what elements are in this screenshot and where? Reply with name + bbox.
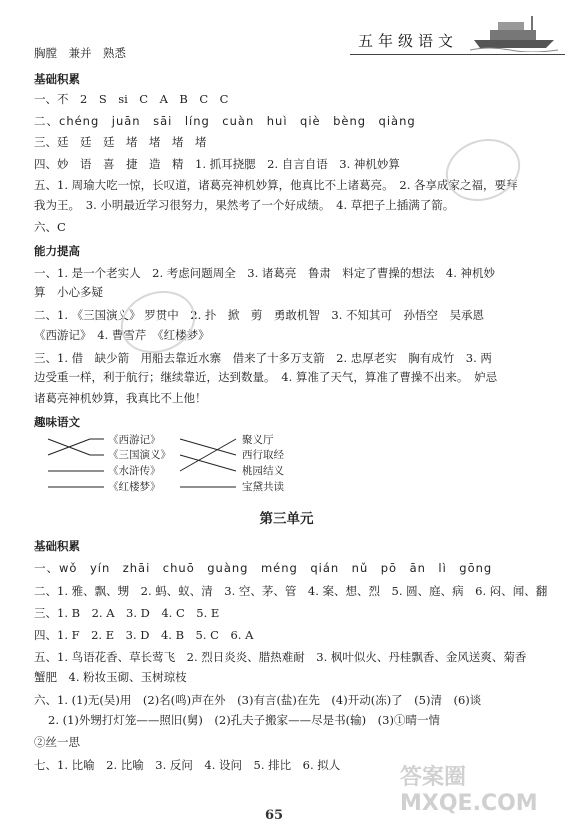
match-left-item: 《红楼梦》: [108, 481, 161, 493]
answer-line: 五、1. 周瑜大吃一惊，长叹道，诸葛亮神机妙算，他真比不上诸葛亮。 2. 各享成家之福，要拜: [34, 178, 518, 192]
match-right-item: 宝黛共读: [242, 481, 284, 493]
answer-line: 五、1. 鸟语花香、草长莺飞 2. 烈日炎炎、腊热难耐 3. 枫叶似火、丹桂飘香、金风送爽、菊香: [34, 650, 527, 664]
answer-line: 2. (1)外甥打灯笼——照旧(舅) (2)孔夫子搬家——尽是书(输) (3)①晴一情: [48, 713, 440, 727]
answer-line: 诸葛亮神机妙算，我真比不上他！: [34, 391, 207, 405]
answer-line: 三、1. B 2. A 3. D 4. C 5. E: [34, 606, 220, 620]
answer-line: 二、1. 《三国演义》 罗贯中 2. 扑 掀 剪 勇敢机智 3. 不知其可 孙悟空 吴承恩: [34, 308, 485, 322]
answer-line: 六、C: [34, 220, 66, 234]
section-heading: 基础积累: [34, 539, 80, 553]
match-left-item: 《西游记》: [108, 434, 161, 446]
match-right-item: 桃园结义: [242, 465, 284, 477]
section-heading: 趣味语文: [34, 415, 80, 429]
answer-line: 算 小心多疑: [34, 285, 103, 299]
section-heading: 能力提高: [34, 244, 80, 258]
answer-line: 二、1. 雅、飘、甥 2. 蚂、蚁、清 3. 空、茅、管 4. 案、想、烈 5. 圆、庭、病 6. 闷、闻、翻: [34, 584, 548, 598]
answer-line: 我为王。 3. 小明最近学习很努力，果然考了一个好成绩。 4. 草把子上插满了箭。: [34, 198, 455, 212]
answer-line: 一、1. 是一个老实人 2. 考虑问题周全 3. 诸葛亮 鲁肃 料定了曹操的想法 4. 神机妙: [34, 266, 496, 280]
answer-line: 一、wǒ yín zhāi chuō guàng méng qián nǔ pō ān lì gōng: [34, 561, 493, 575]
match-left-item: 《水浒传》: [108, 465, 161, 477]
answer-line: 边受重一样，利于航行；继续靠近，达到数量。 4. 算准了天气，算准了曹操不出来。 妒忌: [34, 370, 498, 384]
answer-line: 蟹肥 4. 粉妆玉砌、玉树琼枝: [34, 670, 187, 684]
answer-line: 《西游记》 4. 曹雪芹 《红楼梦》: [34, 328, 210, 342]
page-number: 65: [265, 808, 284, 823]
answer-line: 胸膛 兼并 熟悉: [34, 46, 126, 60]
answer-line: 三、1. 借 缺少箭 用船去靠近水寨 借来了十多万支箭 2. 忠厚老实 胸有成竹 3. 两: [34, 351, 492, 365]
match-left-item: 《三国演义》: [108, 449, 171, 461]
unit-title: 第三单元: [259, 511, 314, 527]
match-right-item: 西行取经: [242, 449, 284, 461]
answer-line: 四、妙 语 喜 捷 造 精 1. 抓耳挠腮 2. 自言自语 3. 神机妙算: [34, 157, 400, 171]
answer-line: 七、1. 比喻 2. 比喻 3. 反问 4. 设问 5. 排比 6. 拟人: [34, 758, 341, 772]
section-heading: 基础积累: [34, 72, 80, 86]
match-right-item: 聚义厅: [242, 434, 274, 446]
answer-line: 一、不 2 S si C A B C C: [34, 92, 229, 106]
answer-line: 六、1. (1)无(吴)用 (2)名(鸣)声在外 (3)有言(盐)在先 (4)开动(冻)了 (5)清 (6)谈: [34, 693, 482, 707]
answer-line: 四、1. F 2. E 3. D 4. B 5. C 6. A: [34, 628, 254, 642]
header-title: 五年级语文: [358, 32, 459, 50]
answer-line: ②丝一思: [34, 735, 80, 749]
answer-line: 三、廷 廷 廷 堵 堵 堵 堵: [34, 135, 207, 149]
answer-line: 二、chéng juān sāi líng cuàn huì qiè bèng qiàng: [34, 114, 416, 128]
watermark: 答案圈 MXQE.COM: [400, 765, 538, 816]
